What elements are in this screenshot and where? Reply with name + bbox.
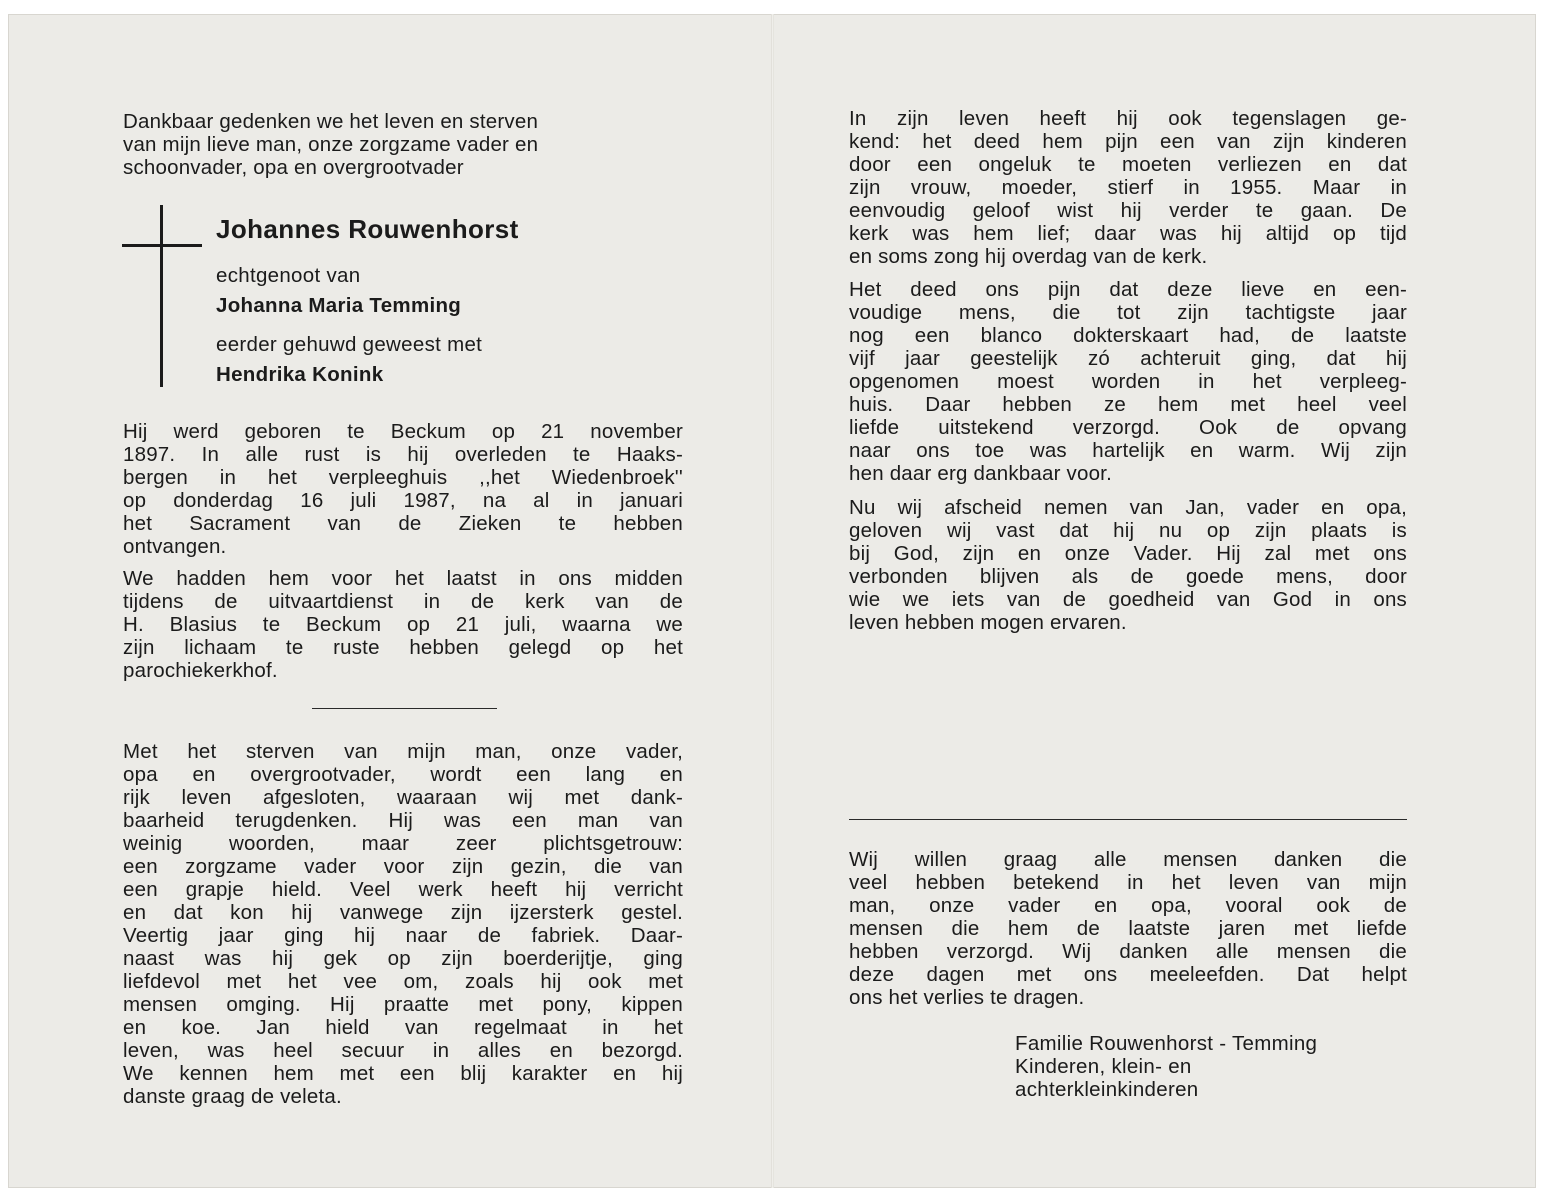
thanks-line: mensen die hem de laatste jaren met liefde (849, 917, 1407, 940)
setbacks-line: zijn vrouw, moeder, stierf in 1955. Maar in (849, 176, 1407, 199)
signature-line: achterkleinkinderen (1015, 1078, 1199, 1101)
cross-icon (160, 205, 163, 387)
thanks-line: Wij willen graag alle mensen danken die (849, 848, 1407, 871)
life-line: mensen omging. Hij praatte met pony, kippen (123, 993, 683, 1016)
life-line: weinig woorden, maar zeer plichtsgetrouw: (123, 832, 683, 855)
life-line: liefdevol met het vee om, zoals hij ook met (123, 970, 683, 993)
life-line: en koe. Jan hield van regelmaat in het (123, 1016, 683, 1039)
farewell-line: geloven wij vast dat hij nu op zijn plaats is (849, 519, 1407, 542)
intro-line: Dankbaar gedenken we het leven en sterven (123, 110, 539, 133)
setbacks-line: kerk was hem lief; daar was hij altijd op tijd (849, 222, 1407, 245)
setbacks-line: In zijn leven heeft hij ook tegenslagen ge- (849, 107, 1407, 130)
life-line: naast was hij gek op zijn boerderijtje, ging (123, 947, 683, 970)
thanks-line: hebben verzorgd. Wij danken alle mensen die (849, 940, 1407, 963)
life-line: danste graag de veleta. (123, 1085, 342, 1108)
spouse-name: Johanna Maria Temming (216, 294, 462, 317)
care-line: hen daar erg dankbaar voor. (849, 462, 1112, 485)
farewell-line: bij God, zijn en onze Vader. Hij zal met ons (849, 542, 1407, 565)
spouse-label: echtgenoot van (216, 264, 361, 287)
previous-spouse-name: Hendrika Konink (216, 363, 384, 386)
birth-line: Hij werd geboren te Beckum op 21 november (123, 420, 683, 443)
signature-line: Kinderen, klein- en (1015, 1055, 1192, 1078)
care-line: naar ons toe was hartelijk en warm. Wij zijn (849, 439, 1407, 462)
life-line: We kennen hem met een blij karakter en hij (123, 1062, 683, 1085)
birth-line: 1897. In alle rust is hij overleden te Haaks- (123, 443, 683, 466)
card-fold (771, 14, 774, 1188)
thanks-line: man, onze vader en opa, vooral ook de (849, 894, 1407, 917)
setbacks-line: en soms zong hij overdag van de kerk. (849, 245, 1208, 268)
setbacks-line: door een ongeluk te moeten verliezen en dat (849, 153, 1407, 176)
funeral-paragraph (123, 567, 683, 682)
farewell-line: Nu wij afscheid nemen van Jan, vader en opa, (849, 496, 1407, 519)
birth-line: op donderdag 16 juli 1987, na al in januari (123, 489, 683, 512)
thanks-paragraph (849, 848, 1407, 1009)
care-line: huis. Daar hebben ze hem met heel veel (849, 393, 1407, 416)
life-line: een grapje hield. Veel werk heeft hij verricht (123, 878, 683, 901)
funeral-line: H. Blasius te Beckum op 21 juli, waarna we (123, 613, 683, 636)
thanks-line: deze dagen met ons meeleefden. Dat helpt (849, 963, 1407, 986)
funeral-line: tijdens de uitvaartdienst in de kerk van de (123, 590, 683, 613)
life-line: Met het sterven van mijn man, onze vader, (123, 740, 683, 763)
cross-icon-bar (122, 244, 202, 247)
farewell-line: verbonden blijven als de goede mens, door (849, 565, 1407, 588)
life-line: rijk leven afgesloten, waaraan wij met dank- (123, 786, 683, 809)
life-line: een zorgzame vader voor zijn gezin, die van (123, 855, 683, 878)
signature-line: Familie Rouwenhorst - Temming (1015, 1032, 1318, 1055)
setbacks-paragraph (849, 107, 1407, 268)
life-line: en dat kon hij vanwege zijn ijzersterk gestel. (123, 901, 683, 924)
care-line: liefde uitstekend verzorgd. Ook de opvang (849, 416, 1407, 439)
care-paragraph (849, 278, 1407, 485)
funeral-line: We hadden hem voor het laatst in ons midden (123, 567, 683, 590)
setbacks-line: eenvoudig geloof wist hij verder te gaan. De (849, 199, 1407, 222)
farewell-paragraph (849, 496, 1407, 634)
funeral-line: parochiekerkhof. (123, 659, 278, 682)
setbacks-line: kend: het deed hem pijn een van zijn kinderen (849, 130, 1407, 153)
care-line: opgenomen moest worden in het verpleeg- (849, 370, 1407, 393)
life-line: leven, was heel secuur in alles en bezorgd. (123, 1039, 683, 1062)
family-signature (1015, 1032, 1317, 1101)
farewell-line: leven hebben mogen ervaren. (849, 611, 1127, 634)
birth-line: ontvangen. (123, 535, 227, 558)
section-divider (849, 819, 1407, 820)
farewell-line: wie we iets van de goedheid van God in ons (849, 588, 1407, 611)
life-line: baarheid terugdenken. Hij was een man van (123, 809, 683, 832)
life-line: opa en overgrootvader, wordt een lang en (123, 763, 683, 786)
funeral-line: zijn lichaam te ruste hebben gelegd op het (123, 636, 683, 659)
thanks-line: veel hebben betekend in het leven van mijn (849, 871, 1407, 894)
life-line: Veertig jaar ging hij naar de fabriek. Daar- (123, 924, 683, 947)
deceased-name: Johannes Rouwenhorst (216, 214, 519, 244)
birth-paragraph (123, 420, 683, 558)
birth-line: bergen in het verpleeghuis ,,het Wiedenbroek'' (123, 466, 683, 489)
intro-line: schoonvader, opa en overgrootvader (123, 156, 464, 179)
care-line: voudige mens, die tot zijn tachtigste jaar (849, 301, 1407, 324)
care-line: Het deed ons pijn dat deze lieve en een- (849, 278, 1407, 301)
care-line: vijf jaar geestelijk zó achteruit ging, dat hij (849, 347, 1407, 370)
life-paragraph (123, 740, 683, 1108)
section-divider (312, 708, 497, 709)
intro-line: van mijn lieve man, onze zorgzame vader en (123, 133, 539, 156)
intro-paragraph (123, 110, 683, 179)
birth-line: het Sacrament van de Zieken te hebben (123, 512, 683, 535)
care-line: nog een blanco dokterskaart had, de laatste (849, 324, 1407, 347)
thanks-line: ons het verlies te dragen. (849, 986, 1085, 1009)
previous-marriage-label: eerder gehuwd geweest met (216, 333, 483, 356)
